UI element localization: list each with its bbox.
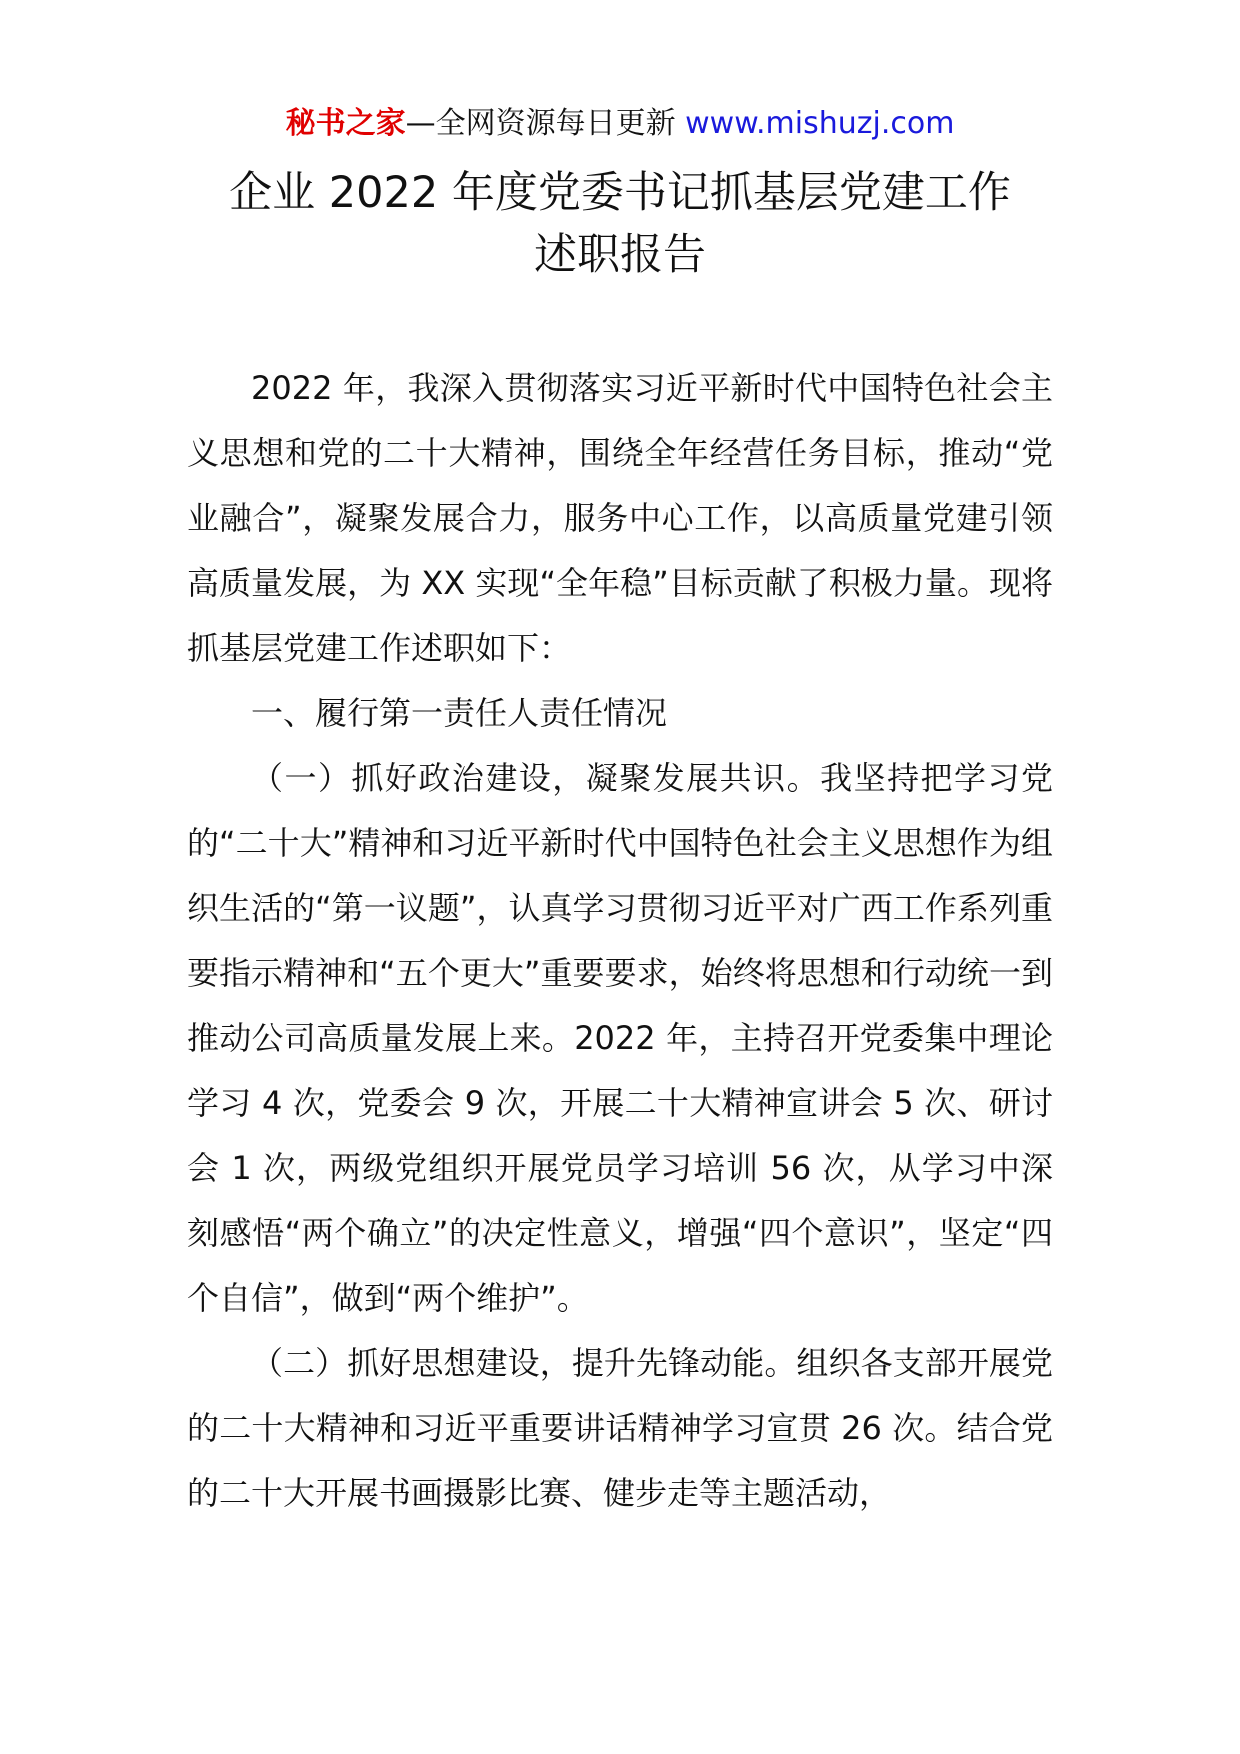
section-heading-1: 一、履行第一责任人责任情况 bbox=[251, 694, 668, 732]
brand-name: 秘书之家 bbox=[285, 106, 406, 141]
document-body bbox=[187, 356, 1053, 1526]
title-line-2: 述职报告 bbox=[534, 230, 706, 280]
title-line-1: 企业 2022 年度党委书记抓基层党建工作 bbox=[229, 168, 1011, 218]
paragraph-ideological-building: （二）抓好思想建设，提升先锋动能。组织各支部开展党的二十大精神和习近平重要讲话精神学习宣贯 26 次。结合党的二十大开展书画摄影比赛、健步走等主题活动， bbox=[187, 1344, 1053, 1512]
watermark-header bbox=[0, 102, 1240, 146]
brand-slogan: —全网资源每日更新 bbox=[405, 106, 676, 141]
document-title bbox=[0, 162, 1240, 286]
paragraph-political-building: （一）抓好政治建设，凝聚发展共识。我坚持把学习党的“二十大”精神和习近平新时代中国特色社会主义思想作为组织生活的“第一议题”，认真学习贯彻习近平对广西工作系列重要指示精神和“五个更大”重要要求，始终将思想和行动统一到推动公司高质量发展上来。2022 年，主持召开党委集中理论学习 4 次，党委会 9 次，开展二十大精神宣讲会 5 次、研讨会 1 次，两级党组织开展党员学习培训 56 次，从学习中深刻感悟“两个确立”的决定性意义，增强“四个意识”，坚定“四个自信”，做到“两个维护”。 bbox=[187, 759, 1053, 1317]
paragraph-intro: 2022 年，我深入贯彻落实习近平新时代中国特色社会主义思想和党的二十大精神，围绕全年经营任务目标，推动“党业融合”，凝聚发展合力，服务中心工作，以高质量党建引领高质量发展，为 XX 实现“全年稳”目标贡献了积极力量。现将抓基层党建工作述职如下： bbox=[187, 369, 1053, 667]
brand-url[interactable]: www.mishuzj.com bbox=[685, 106, 955, 141]
